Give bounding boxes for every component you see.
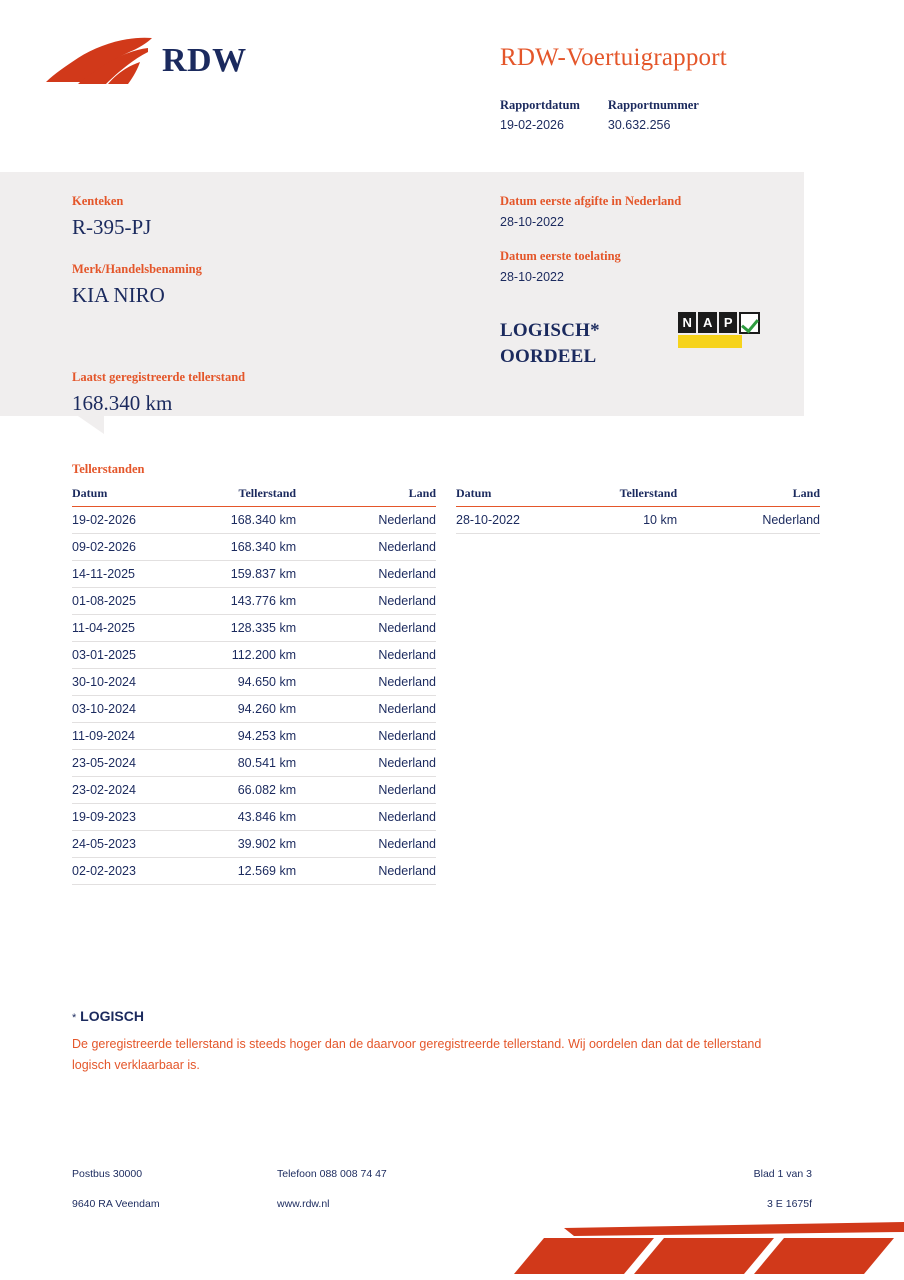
odometer-table-right xyxy=(456,486,820,534)
cell-datum: 28-10-2022 xyxy=(456,507,557,534)
cell-datum: 14-11-2025 xyxy=(72,561,169,588)
nap-badge xyxy=(678,312,760,348)
report-number-value: 30.632.256 xyxy=(607,118,671,132)
cell-datum: 23-02-2024 xyxy=(72,777,169,804)
table-row xyxy=(72,723,436,750)
cell-tellerstand: 143.776 km xyxy=(169,588,348,615)
report-meta xyxy=(500,98,727,132)
cell-datum: 19-02-2026 xyxy=(72,507,169,534)
cell-tellerstand: 168.340 km xyxy=(169,507,348,534)
table-row xyxy=(456,507,820,534)
footer-form-code: 3 E 1675f xyxy=(767,1198,812,1210)
cell-land: Nederland xyxy=(348,588,436,615)
first-admission-label: Datum eerste toelating xyxy=(500,249,621,263)
verdict-text xyxy=(500,318,600,369)
cell-datum: 24-05-2023 xyxy=(72,831,169,858)
table-row xyxy=(72,669,436,696)
nap-letters xyxy=(678,312,760,333)
cell-tellerstand: 94.650 km xyxy=(169,669,348,696)
odometer-value: 168.340 km xyxy=(72,391,173,415)
footnote-title-text: LOGISCH xyxy=(80,1008,144,1024)
footer-address-line2: 9640 RA Veendam xyxy=(72,1198,160,1210)
footer-address xyxy=(72,1168,160,1210)
cell-land: Nederland xyxy=(348,831,436,858)
first-admission-value: 28-10-2022 xyxy=(500,270,564,284)
odometer-label: Laatst geregistreerde tellerstand xyxy=(72,370,246,384)
cell-datum: 19-09-2023 xyxy=(72,804,169,831)
table-row xyxy=(72,561,436,588)
table-row xyxy=(72,507,436,534)
col-land: Land xyxy=(348,486,436,507)
cell-datum: 09-02-2026 xyxy=(72,534,169,561)
footer-swoosh-graphic-icon xyxy=(504,1218,904,1280)
footnote-title xyxy=(72,1008,792,1024)
table-header-row xyxy=(456,486,820,507)
cell-land: Nederland xyxy=(348,777,436,804)
cell-land: Nederland xyxy=(348,642,436,669)
table-row xyxy=(72,858,436,885)
table-row xyxy=(72,750,436,777)
cell-tellerstand: 128.335 km xyxy=(169,615,348,642)
cell-tellerstand: 12.569 km xyxy=(169,858,348,885)
report-number-block xyxy=(608,98,699,132)
nap-check-icon xyxy=(739,312,760,334)
footer-website[interactable]: www.rdw.nl xyxy=(277,1198,330,1210)
table-row xyxy=(72,534,436,561)
table-row xyxy=(72,615,436,642)
table-header-row xyxy=(72,486,436,507)
cell-land: Nederland xyxy=(348,696,436,723)
document-header xyxy=(0,0,904,168)
col-datum: Datum xyxy=(456,486,557,507)
cell-tellerstand: 112.200 km xyxy=(169,642,348,669)
cell-datum: 03-01-2025 xyxy=(72,642,169,669)
nap-letter-n: N xyxy=(678,312,696,333)
cell-land: Nederland xyxy=(348,750,436,777)
footnote-star: * xyxy=(72,1012,77,1024)
cell-land: Nederland xyxy=(348,669,436,696)
nap-letter-p: P xyxy=(719,312,737,333)
report-date-block xyxy=(500,98,580,132)
report-number-label: Rapportnummer xyxy=(607,98,699,112)
cell-tellerstand: 94.260 km xyxy=(169,696,348,723)
report-date-label: Rapportdatum xyxy=(500,98,580,112)
cell-datum: 02-02-2023 xyxy=(72,858,169,885)
cell-land: Nederland xyxy=(348,561,436,588)
table-row xyxy=(72,777,436,804)
report-title: RDW-Voertuigrapport xyxy=(500,44,727,71)
col-tellerstand: Tellerstand xyxy=(169,486,348,507)
first-issue-label: Datum eerste afgifte in Nederland xyxy=(500,194,682,208)
cell-datum: 23-05-2024 xyxy=(72,750,169,777)
vehicle-dates-column xyxy=(500,194,800,304)
footer-address-line1: Postbus 30000 xyxy=(72,1168,143,1180)
footnote-block xyxy=(72,1008,792,1075)
cell-datum: 03-10-2024 xyxy=(72,696,169,723)
logo-wordmark: RDW xyxy=(162,42,247,79)
tellerstanden-heading: Tellerstanden xyxy=(72,462,145,476)
table-row xyxy=(72,642,436,669)
footer-contact xyxy=(277,1168,387,1210)
merk-label: Merk/Handelsbenaming xyxy=(72,262,202,276)
report-date-value: 19-02-2026 xyxy=(500,118,564,132)
cell-datum: 11-09-2024 xyxy=(72,723,169,750)
table-row xyxy=(72,588,436,615)
kenteken-label: Kenteken xyxy=(72,194,124,208)
cell-datum: 11-04-2025 xyxy=(72,615,169,642)
cell-tellerstand: 10 km xyxy=(557,507,729,534)
cell-tellerstand: 39.902 km xyxy=(169,831,348,858)
footer-page-number: Blad 1 van 3 xyxy=(753,1168,812,1180)
table-row xyxy=(72,804,436,831)
cell-land: Nederland xyxy=(348,534,436,561)
cell-tellerstand: 94.253 km xyxy=(169,723,348,750)
cell-tellerstand: 43.846 km xyxy=(169,804,348,831)
vehicle-summary-band xyxy=(0,172,804,416)
cell-datum: 01-08-2025 xyxy=(72,588,169,615)
table-row xyxy=(72,831,436,858)
col-datum: Datum xyxy=(72,486,169,507)
cell-datum: 30-10-2024 xyxy=(72,669,169,696)
first-issue-value: 28-10-2022 xyxy=(500,215,564,229)
footnote-text: De geregistreerde tellerstand is steeds hoger dan de daarvoor geregistreerde tellerstand. Wij oordelen dan dat de tellerstand logisch verklaarbaar is. xyxy=(72,1037,762,1072)
cell-land: Nederland xyxy=(348,723,436,750)
nap-letter-a: A xyxy=(698,312,716,333)
rdw-logo xyxy=(44,32,247,90)
cell-tellerstand: 80.541 km xyxy=(169,750,348,777)
cell-tellerstand: 159.837 km xyxy=(169,561,348,588)
footer-page-info xyxy=(680,1168,812,1210)
cell-tellerstand: 168.340 km xyxy=(169,534,348,561)
cell-land: Nederland xyxy=(348,804,436,831)
col-tellerstand: Tellerstand xyxy=(557,486,729,507)
band-fold-decoration xyxy=(78,416,104,434)
footer-phone: Telefoon 088 008 74 47 xyxy=(277,1168,387,1180)
nap-yellow-bar xyxy=(678,335,742,348)
vehicle-identity-column xyxy=(72,194,432,438)
cell-land: Nederland xyxy=(729,507,820,534)
cell-land: Nederland xyxy=(348,507,436,534)
verdict-line-1: LOGISCH* xyxy=(500,320,600,341)
cell-land: Nederland xyxy=(348,858,436,885)
merk-value: KIA NIRO xyxy=(72,283,165,307)
odometer-table-left xyxy=(72,486,436,885)
kenteken-value: R-395-PJ xyxy=(72,215,152,239)
col-land: Land xyxy=(729,486,820,507)
verdict-line-2: OORDEEL xyxy=(500,345,597,367)
cell-tellerstand: 66.082 km xyxy=(169,777,348,804)
cell-land: Nederland xyxy=(348,615,436,642)
rdw-swoosh-logo-icon xyxy=(44,32,156,90)
table-row xyxy=(72,696,436,723)
